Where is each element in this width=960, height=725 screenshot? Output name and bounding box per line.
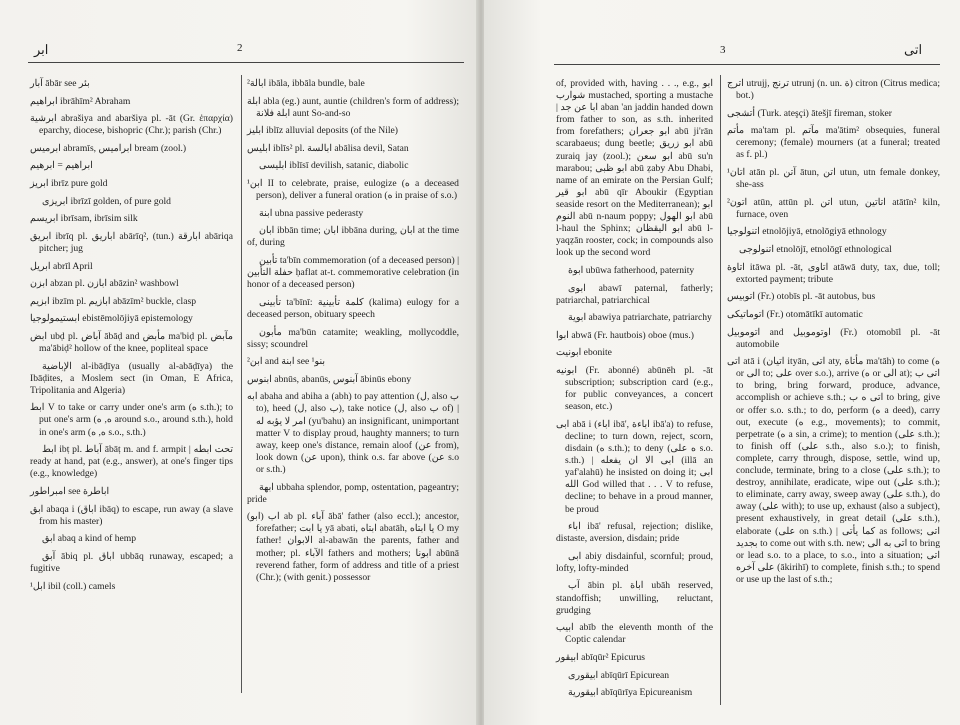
dictionary-entry: ابى abā i (اباء ibā', اباءة ibā'a) to refuse, decline; to turn down, reject, scorn, disdain (ه s.th.); to deny (ه على s.o. s.th.) | ابى الا ان يفعله (illā an yaf'alahū) he insisted on doing it; ابى الله God willed that . . . V to refuse, decline; to behave in a proud manner, be proud <box>556 418 714 515</box>
dictionary-entry: of, provided with, having . . ., e.g., ابو شوارب mustached, sporting a mustache | ابا عن جد aban 'an jaddin handed down from father to son, as s.th. inherited from forefathers; ابو جعران abū ji'rān scarabaeus; dung beetle; ابو زريق abū zuraiq jay (zool.); ابو سعن abū su'n marabou; ابو ظبى abū ẓaby Abu Dhabi, name of an emirate on the Persian Gulf; ابو قير abū qīr Aboukir (Egyptian seaside resort on the Mediterranean); ابو النوم abū n-naum poppy; ابو الهول abū l-haul the Sphinx; ابو اليقظان abū l-yaqẓān rooster, cock; in compounds also look up the second word <box>556 78 713 259</box>
dictionary-entry: ابوا abwā (Fr. hautbois) oboe (mus.) <box>556 329 694 341</box>
dictionary-subentry: آبق ābiq pl. اباق ubbāq runaway, escaped; a fugitive <box>30 550 233 574</box>
dictionary-subentry: الإباضية al-ibāḍīya (usually al-abāḍīya) the Ibāḍites, a Moslem sect (in Oman, E Africa, Tripolitania and Algeria) <box>30 360 233 396</box>
dictionary-entry: اتنولوجيا etnolōjiyā, etnolōgiyā ethnology <box>727 226 887 238</box>
dictionary-subentry: تأبينى ta'bīnī: كلمة تأبينية (kalima) eulogy for a deceased person, obituary speech <box>247 296 459 320</box>
dictionary-entry: أتشجى (Turk. ateşçi) ātešjī fireman, stoker <box>727 107 892 119</box>
dictionary-column-4 <box>727 78 940 591</box>
dictionary-entry: ابلة abla (eg.) aunt, auntie (children's form of address); ابلة فلانة aunt So-and-so <box>247 95 459 119</box>
dictionary-subentry: ابريزى ibrīzī golden, of pure gold <box>42 195 171 207</box>
header-rule <box>554 64 940 65</box>
dictionary-column-2 <box>247 78 459 589</box>
column-divider <box>241 75 242 693</box>
dictionary-entry: اتوموبيل and اوتوموبيل (Fr.) otomobīl pl. -āt automobile <box>727 326 940 350</box>
dictionary-entry: اتوماتيكى (Fr.) otomātīkī automatic <box>727 308 863 320</box>
dictionary-subentry: ابط ibṭ pl. آباط ābāṭ m. and f. armpit | تحت ابطه ready at hand, pat (e.g., answer), at one's finger tips (e.g., knowledge) <box>30 444 234 480</box>
dictionary-entry: اتاوة itāwa pl. -āt, اتاوى atāwā duty, tax, due, toll; extorted payment; tribute <box>727 261 940 285</box>
left-page <box>0 0 478 725</box>
dictionary-subentry: ابق abaq a kind of hemp <box>42 533 137 545</box>
dictionary-entry: ¹ابن II to celebrate, praise, eulogize (ه a deceased person), deliver a funeral oration (ه in praise of s.o.) <box>247 178 459 202</box>
running-head-right: اتى <box>904 42 923 57</box>
dictionary-entry: آبار ābār see بئر <box>30 78 90 89</box>
dictionary-column-1 <box>30 78 233 598</box>
dictionary-subentry: ابهة ubbaha splendor, pomp, ostentation, pageantry; pride <box>247 481 459 505</box>
right-page <box>484 0 960 725</box>
dictionary-entry: مأتم ma'tam pl. مآتم ma'ātim² obsequies, funeral ceremony; (female) mourners (at a funeral; treated as f. pl.) <box>727 125 940 161</box>
dictionary-entry: ابليس iblīs² pl. ابالسة abālisa devil, Satan <box>247 142 409 154</box>
dictionary-column-3 <box>556 78 713 705</box>
dictionary-entry: ابريل abrīl April <box>30 260 93 272</box>
dictionary-entry: ابونيت ebonite <box>556 347 612 359</box>
dictionary-entry: ابق abaqa i (اباق ibāq) to escape, run away (a slave from his master) <box>30 503 233 527</box>
dictionary-entry: اب (ابو) ab pl. آباء ābā' father (also eccl.); ancestor, forefather; يا ابت yā abati, ابتاه abatāh, يا ابتاه O my father! الابوان al-abawān the parents, father and mother; pl. الآباء fathers and mothers; ابونا abūnā reverend father, form of address and title of a priest (Chr.); (with genit.) possessor <box>247 511 460 583</box>
dictionary-entry: ابليز iblīz alluvial deposits (of the Nile) <box>247 125 398 137</box>
dictionary-entry: اتوبيس (Fr.) otobīs pl. -āt autobus, bus <box>727 291 876 303</box>
dictionary-entry: ²ابالة ibāla, ibbāla bundle, bale <box>247 78 365 89</box>
dictionary-entry: ابيب abīb the eleventh month of the Coptic calendar <box>556 622 713 646</box>
dictionary-subentry: ابوة ubūwa fatherhood, paternity <box>568 264 695 276</box>
dictionary-subentry: ابنة ubna passive pederasty <box>259 207 364 219</box>
dictionary-entry: ابرشية abrašiya and abaršiya pl. -āt (Gr. ἐπαρχία) eparchy, diocese, bishopric (Chr.); parish (Chr.) <box>30 113 233 137</box>
dictionary-entry: امبراطور see اباطرة <box>30 485 110 497</box>
dictionary-subentry: ابوية abawiya patriarchate, patriarchy <box>568 312 712 324</box>
dictionary-entry: ابريق ibrīq pl. اباريق abārīq², (tun.) ابارقة abāriqa pitcher; jug <box>30 230 233 254</box>
dictionary-subentry: تأبين ta'bīn commemoration (of a deceased person) | حفلة التأبين ḥaflat at-t. commemorative celebration (in honor of a deceased person) <box>247 255 459 291</box>
dictionary-subentry: ابيقورى abīqūrī Epicurean <box>568 669 670 681</box>
dictionary-subentry: ابيقورية abīqūrīya Epicureanism <box>568 687 693 699</box>
dictionary-entry: ابزيم ibzīm pl. ابازيم abāzīm² buckle, clasp <box>30 295 197 307</box>
running-head-left: ابر <box>34 42 49 57</box>
dictionary-entry: ابيقور abīqūr² Epicurus <box>556 651 645 663</box>
dictionary-entry: ²ابن and ابنة see ¹بنو <box>247 356 326 368</box>
page-number-left: 2 <box>237 42 243 54</box>
page-number-right: 3 <box>720 44 726 56</box>
dictionary-subentry: اتنولوجى etnolōjī, etnolōgī ethnological <box>739 244 892 256</box>
dictionary-entry: ¹اتان atān pl. آتن ātun, اتن utun, utn female donkey, she-ass <box>727 167 940 191</box>
dictionary-entry: ²اتون atūn, attūn pl. اتن utun, اتاتين atātīn² kiln, furnace, oven <box>727 196 940 220</box>
dictionary-subentry: مأبون ma'būn catamite; weakling, mollycoddle, sissy; scoundrel <box>247 326 459 350</box>
dictionary-entry: ابط V to take or carry under one's arm (ه s.th.); to put one's arm (ه, ه around s.o., around s.th.), hold in one's arm (ه, ه s.o., s.th.) <box>30 402 233 438</box>
dictionary-entry: ابريسم ibrīsam, ibrīsim silk <box>30 213 138 225</box>
dictionary-entry: ابستيمولوجيا ebistēmolōjiyā epistemology <box>30 313 193 325</box>
column-divider <box>720 75 721 705</box>
dictionary-entry: ابرميس abramīs, ابراميس bream (zool.) <box>30 142 187 154</box>
header-rule <box>28 62 464 63</box>
dictionary-entry: ¹ابل ibil (coll.) camels <box>30 580 116 592</box>
dictionary-subentry: آب ābin pl. اباة ubāh reserved, standoffish; unwilling, reluctant, grudging <box>556 580 713 616</box>
dictionary-subentry: ابى abiy disdainful, scornful; proud, lofty, lofty-minded <box>556 550 713 574</box>
dictionary-entry: ابنوس abnūs, abanūs, آبنوس ābinūs ebony <box>247 373 412 385</box>
dictionary-entry: اتى atā i (اتيان ityān, اتى aty, مأتاة ma'tāh) to come (ه or الى to; على over s.o.), arrive (ه or الى at); اتى ب to bring, bring forward, produce, advance, accomplish or achieve s.th.; اتى ه ب to bring, give or offer s.o. s.th.; to do, perform (ه a deed), carry out, execute (ه e.g., movements); to commit, perpetrate (ه a sin, a crime); to mention (على s.th.); to finish off (على s.th., also s.o.); to finish, complete, carry through, dispose, settle, wind up, conclude, terminate, bring to a close (على s.th.); to destroy, annihilate, eradicate, wipe out (على s.th.); to eliminate, carry away, sweep away (على s.th.), do away (على with); to use up, exhaust (also a subject), present exhaustively, in great detail (على s.th.), elaborate (على on s.th.) | كما يأتى as follows; اتى بجديد to come out with s.th. new; اتى به الى to bring or lead s.o. to a place, to s.o., into a situation; اتى على آخره (ākirihī) to complete, finish s.th.; to spend or use up the last of s.th.; <box>727 356 941 585</box>
dictionary-subentry: اباء ibā' refusal, rejection; dislike, distaste, aversion, disdain; pride <box>556 521 713 545</box>
dictionary-entry: ابراهيم ibrāhīm² Abraham <box>30 95 131 107</box>
dictionary-entry: ابض ubḍ pl. آباض ābāḍ and مأبض ma'biḍ pl. مآبض ma'ābiḍ² hollow of the knee, popliteal space <box>30 330 233 354</box>
dictionary-entry: ابراهيم = ابرهيم <box>30 160 93 172</box>
dictionary-subentry: ابوى abawī paternal, fatherly; patriarchal, patriarchical <box>556 282 713 306</box>
dictionary-entry: ابونيه (Fr. abonné) abūnēh pl. -āt subscription; subscription card (e.g., for public conveyances, a concert season, etc.) <box>556 364 713 413</box>
dictionary-subentry: ابان ibbān time; ابان ibbāna during, ابان at the time of, during <box>247 225 459 249</box>
dictionary-entry: ابريز ibrīz pure gold <box>30 178 108 190</box>
dictionary-entry: اترج utrujj, ترنج utrunj (n. un. ة) citron (Citrus medica; bot.) <box>727 78 940 102</box>
dictionary-entry: ابه abaha and abiha a (abh) to pay attention (ل, also ب to), heed (ل, also ب), take notice (ل, also ب of) | امر لا يؤبه له (yu'bahu) an insignificant, unimportant matter V to display proud, haughty manners; to turn away, keep one's distance, remain aloof (عن from), look down (عن upon), think o.s. far above (عن s.o or s.th.) <box>247 391 459 475</box>
dictionary-subentry: ابليسى iblīsī devilish, satanic, diabolic <box>259 160 409 172</box>
dictionary-entry: ابزن abzan pl. ابازن abāzin² washbowl <box>30 278 179 290</box>
